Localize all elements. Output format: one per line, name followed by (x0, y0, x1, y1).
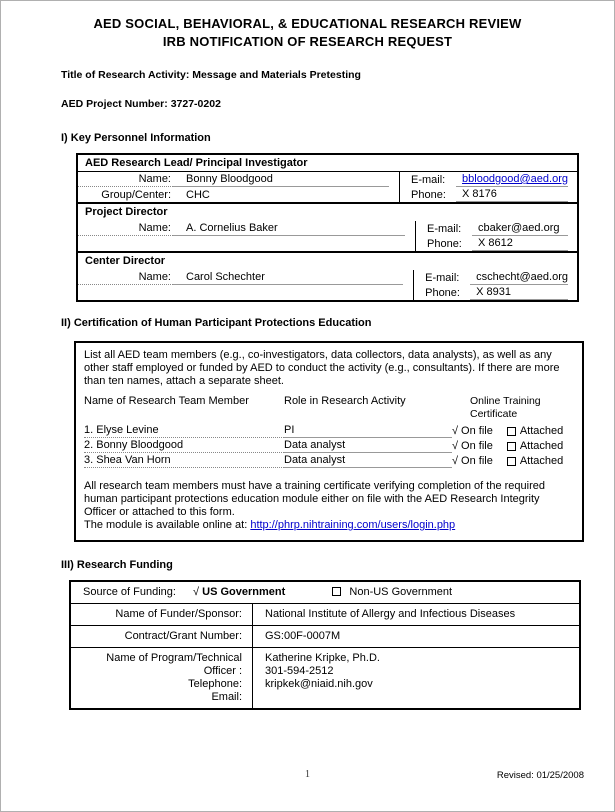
name-label: Name: (78, 270, 173, 285)
email-value: cbaker@aed.org (472, 221, 568, 236)
email-row (414, 270, 577, 285)
phone-label: Phone: (411, 189, 446, 201)
program-officer-value: Katherine Kripke, Ph.D. (265, 652, 380, 664)
personnel-role-header: Center Director (85, 255, 166, 267)
col-header-certificate: Online Training Certificate (470, 395, 541, 420)
email-label: E-mail: (427, 223, 462, 235)
col-header-member-name: Name of Research Team Member (84, 395, 249, 407)
document-title (1, 1, 614, 51)
contract-number-row (71, 625, 579, 647)
attached-checkbox (507, 457, 516, 466)
source-of-funding-row (71, 582, 579, 603)
onfile-check-mark: √ (452, 425, 459, 437)
research-title-label: Title of Research Activity: (61, 69, 190, 81)
section-3-heading: III) Research Funding (61, 559, 173, 571)
telephone-label: Telephone: (188, 678, 242, 690)
phone-row (400, 187, 577, 202)
member-row (84, 424, 574, 438)
document-title-line2: IRB NOTIFICATION OF RESEARCH REQUEST (162, 34, 453, 49)
project-number-value: 3727-0202 (170, 98, 221, 110)
member-role: PI (284, 424, 452, 438)
group-center-value: CHC (186, 189, 210, 201)
phone-value: X 8612 (472, 236, 568, 251)
onfile-label: On file (461, 455, 493, 467)
section-1-heading: I) Key Personnel Information (61, 132, 211, 144)
page-number: 1 (305, 769, 310, 780)
contract-number-value: GS:00F-0007M (265, 630, 341, 642)
attached-label: Attached (519, 425, 564, 437)
document-title-line1: AED SOCIAL, BEHAVIORAL, & EDUCATIONAL RESEARCH REVIEW (93, 16, 522, 31)
section-2-heading: II) Certification of Human Participant Protections Education (61, 317, 372, 329)
non-us-gov-checkbox (332, 587, 341, 596)
certification-instructions: List all AED team members (e.g., co-investigators, data collectors, data analysts), as well as any other staff employed or funded by AED to conduct the activity (e.g., consultants). If there are more than ten names, attach a separate sheet. (84, 349, 560, 387)
phone-label: Phone: (425, 287, 460, 299)
name-value: Carol Schechter (173, 270, 403, 285)
phone-value: X 8176 (456, 187, 568, 202)
personnel-group-center-director (78, 251, 577, 300)
onfile-label: On file (461, 425, 493, 437)
certification-box (74, 341, 584, 542)
phone-label: Phone: (427, 238, 462, 250)
member-table-header (84, 395, 574, 421)
onfile-label: On file (461, 440, 493, 452)
email-label: E-mail: (425, 272, 460, 284)
training-note-text: All research team members must have a training certificate verifying completion of the required human participant protections education module either on file with the AED Research Integrity Officer or attached to this form. (84, 480, 545, 518)
group-center-label: Group/Center: (101, 189, 171, 201)
attached-label: Attached (519, 440, 564, 452)
onfile-check-mark: √ (452, 455, 459, 467)
email-label: Email: (211, 691, 242, 703)
research-title-line (61, 69, 614, 82)
phone-value: X 8931 (470, 285, 568, 300)
revised-date: Revised: 01/25/2008 (496, 770, 584, 781)
funder-row (71, 603, 579, 625)
name-value: A. Cornelius Baker (173, 221, 405, 236)
attached-checkbox (507, 427, 516, 436)
non-us-gov-label: Non-US Government (349, 586, 453, 598)
name-label: Name: (78, 172, 173, 187)
email-value: kripkek@niaid.nih.gov (265, 678, 373, 690)
email-row (400, 172, 577, 187)
program-officer-row (71, 647, 579, 708)
us-gov-check-mark: √ (193, 586, 200, 598)
module-url-link[interactable]: http://phrp.nihtraining.com/users/login.php (250, 519, 456, 531)
email-link[interactable]: bbloodgood@aed.org (456, 172, 568, 187)
col-header-role: Role in Research Activity (284, 395, 406, 407)
onfile-check-mark: √ (452, 440, 459, 452)
key-personnel-table (76, 153, 579, 302)
research-title-value: Message and Materials Pretesting (192, 69, 361, 81)
contract-number-label: Contract/Grant Number: (71, 626, 253, 647)
personnel-group-project-director (78, 202, 577, 251)
project-number-line (61, 98, 614, 111)
name-label: Name: (78, 221, 173, 236)
funder-label: Name of Funder/Sponsor: (71, 604, 253, 625)
member-name: 3. Shea Van Horn (84, 454, 284, 468)
project-number-label: AED Project Number: (61, 98, 168, 110)
member-role: Data analyst (284, 454, 452, 468)
name-row (78, 270, 413, 285)
personnel-role-header: Project Director (85, 206, 168, 218)
us-gov-label: US Government (202, 586, 286, 598)
member-row (84, 439, 574, 453)
source-of-funding-label: Source of Funding: (83, 586, 176, 598)
personnel-role-header: AED Research Lead/ Principal Investigator (78, 155, 577, 172)
email-label: E-mail: (411, 174, 446, 186)
program-officer-label: Name of Program/Technical Officer : (106, 652, 242, 677)
member-row (84, 454, 574, 468)
member-name: 1. Elyse Levine (84, 424, 284, 438)
personnel-group-principal-investigator (78, 155, 577, 202)
research-funding-table (69, 580, 581, 710)
funder-value: National Institute of Allergy and Infectious Diseases (265, 608, 516, 620)
name-row (78, 172, 399, 187)
member-name: 2. Bonny Bloodgood (84, 439, 284, 453)
module-link-label: The module is available online at: (84, 519, 248, 531)
phone-row (416, 236, 577, 251)
group-center-row (78, 187, 399, 202)
member-role: Data analyst (284, 439, 452, 453)
email-value: cschecht@aed.org (470, 270, 568, 285)
telephone-value: 301-594-2512 (265, 665, 334, 677)
phone-row (414, 285, 577, 300)
training-note (84, 480, 574, 532)
name-value: Bonny Bloodgood (173, 172, 389, 187)
attached-checkbox (507, 442, 516, 451)
attached-label: Attached (519, 455, 564, 467)
name-row (78, 221, 415, 236)
email-row (416, 221, 577, 236)
